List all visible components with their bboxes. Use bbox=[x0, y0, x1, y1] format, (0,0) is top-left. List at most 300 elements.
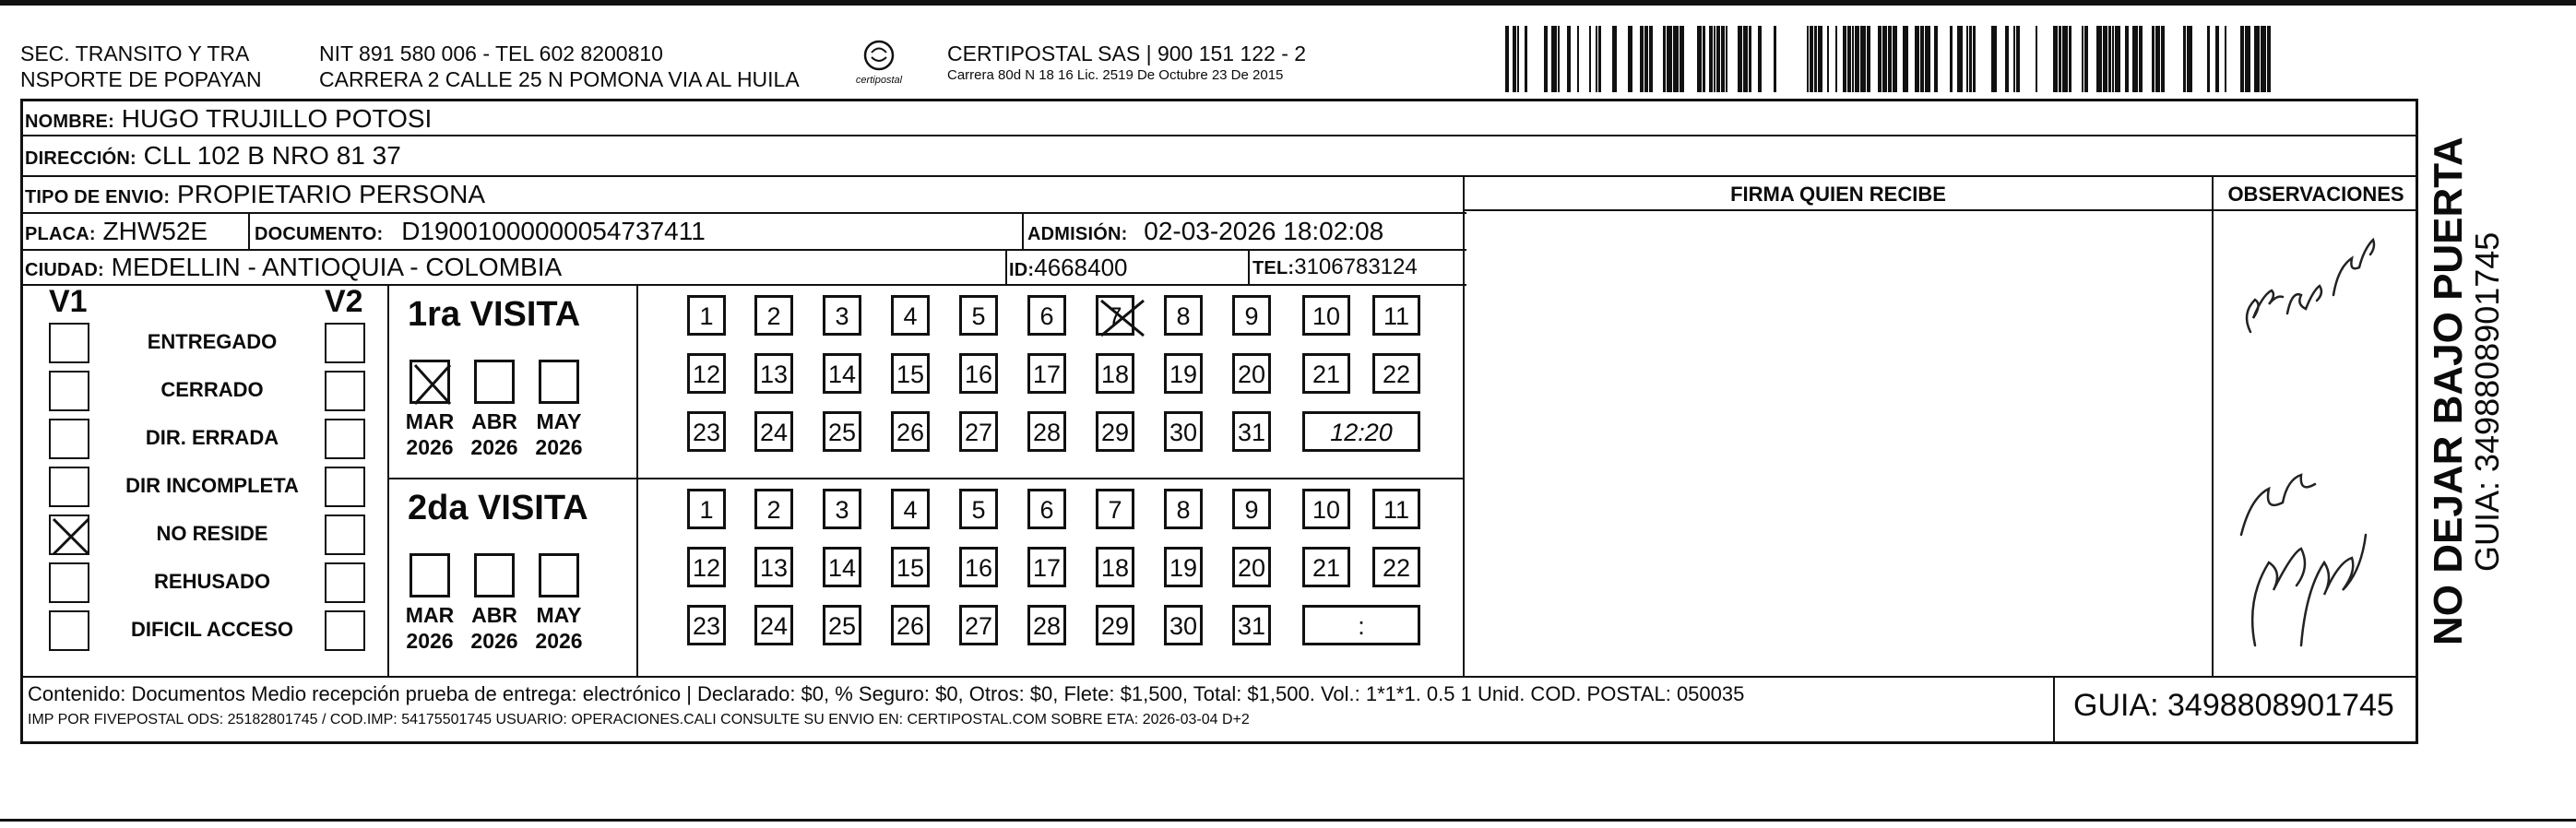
barcode-bar bbox=[2036, 26, 2037, 92]
barcode-bar bbox=[1855, 26, 1859, 92]
address-line: CARRERA 2 CALLE 25 N POMONA VIA AL HUILA bbox=[319, 67, 800, 91]
barcode-bar bbox=[2155, 26, 2160, 92]
logo-icon bbox=[862, 39, 896, 72]
month-label bbox=[531, 602, 587, 654]
x-mark-icon bbox=[412, 362, 453, 407]
day-box[interactable] bbox=[1232, 295, 1271, 336]
month-year: 2026 bbox=[535, 435, 583, 459]
month-name: MAY bbox=[536, 603, 582, 627]
day-box[interactable] bbox=[1164, 547, 1203, 587]
barcode-bar bbox=[2139, 26, 2143, 92]
barcode-bar bbox=[2215, 26, 2219, 92]
month-checkbox[interactable] bbox=[539, 553, 579, 597]
month-checkbox[interactable] bbox=[410, 553, 450, 597]
barcode-bar bbox=[1957, 26, 1963, 92]
day-number: 3 bbox=[835, 496, 849, 524]
barcode-bar bbox=[1738, 26, 1742, 92]
day-number: 9 bbox=[1244, 496, 1259, 524]
day-box[interactable] bbox=[1096, 411, 1134, 452]
barcode-bar bbox=[1544, 26, 1548, 92]
day-number: 25 bbox=[827, 612, 857, 640]
day-box[interactable] bbox=[1027, 353, 1066, 394]
v1-checkbox[interactable] bbox=[49, 610, 89, 651]
barcode-bar bbox=[2225, 26, 2226, 92]
rule-sections bbox=[1463, 209, 2418, 211]
month-year: 2026 bbox=[406, 629, 454, 653]
day-box[interactable] bbox=[823, 605, 861, 645]
day-box[interactable] bbox=[1302, 547, 1350, 587]
day-box[interactable] bbox=[1164, 353, 1203, 394]
nit-block bbox=[319, 41, 800, 92]
day-box[interactable] bbox=[1096, 295, 1134, 336]
barcode-bar bbox=[2059, 26, 2061, 92]
day-box[interactable] bbox=[1232, 547, 1271, 587]
barcode-bar bbox=[2005, 26, 2009, 92]
time-box[interactable]: : bbox=[1302, 605, 1420, 645]
placa-value: ZHW52E bbox=[102, 217, 208, 245]
day-box[interactable] bbox=[1232, 411, 1271, 452]
barcode-bar bbox=[2245, 26, 2250, 92]
barcode-bar bbox=[1749, 26, 1751, 92]
day-box[interactable] bbox=[959, 411, 998, 452]
day-box[interactable] bbox=[959, 489, 998, 529]
day-box[interactable] bbox=[891, 411, 930, 452]
barcode-bar bbox=[1716, 26, 1720, 92]
barcode-bar bbox=[2132, 26, 2138, 92]
time-box[interactable]: 12:20 bbox=[1302, 411, 1420, 452]
barcode-bar bbox=[1847, 26, 1851, 92]
day-box[interactable] bbox=[823, 353, 861, 394]
barcode-bar bbox=[1950, 26, 1953, 92]
day-box[interactable] bbox=[754, 489, 793, 529]
day-box[interactable] bbox=[891, 605, 930, 645]
barcode-bar bbox=[1558, 26, 1560, 92]
barcode-bar bbox=[2261, 26, 2266, 92]
day-number: 16 bbox=[964, 554, 993, 582]
id-label: ID: bbox=[1009, 260, 1035, 280]
barcode-bar bbox=[1774, 26, 1776, 92]
barcode-bar bbox=[2240, 26, 2244, 92]
day-number: 8 bbox=[1176, 302, 1191, 330]
footer-guia: GUIA: 3498808901745 bbox=[2073, 688, 2394, 723]
barcode-bar bbox=[1810, 26, 1813, 92]
barcode-bar bbox=[1551, 26, 1557, 92]
barcode-bar bbox=[1598, 26, 1601, 92]
month-checkbox[interactable] bbox=[539, 360, 579, 404]
day-box[interactable] bbox=[1164, 489, 1203, 529]
day-number: 29 bbox=[1100, 419, 1130, 446]
v1-checkbox[interactable] bbox=[49, 467, 89, 507]
month-year: 2026 bbox=[470, 629, 518, 653]
barcode-bar bbox=[1589, 26, 1591, 92]
day-number: 31 bbox=[1237, 419, 1266, 446]
barcode-bar bbox=[1903, 26, 1908, 92]
visit-title: 2da VISITA bbox=[408, 489, 588, 527]
status-option-label: DIR INCOMPLETA bbox=[125, 474, 299, 497]
barcode-bar bbox=[2053, 26, 2058, 92]
day-box[interactable] bbox=[687, 353, 726, 394]
bottom-border bbox=[0, 819, 2576, 822]
barcode-bar bbox=[1860, 26, 1866, 92]
barcode-bar bbox=[1567, 26, 1571, 92]
status-option-label: DIR. ERRADA bbox=[145, 426, 279, 449]
admision-row bbox=[1027, 214, 1383, 252]
tipo-row bbox=[25, 177, 485, 215]
divider-tel bbox=[1248, 249, 1250, 284]
day-number: 20 bbox=[1237, 361, 1266, 388]
barcode-bar bbox=[2112, 26, 2114, 92]
barcode-bar bbox=[2152, 26, 2155, 92]
day-number: 18 bbox=[1100, 361, 1130, 388]
day-box[interactable] bbox=[891, 295, 930, 336]
no-dejar-text: NO DEJAR BAJO PUERTA bbox=[2426, 136, 2471, 645]
day-number: 13 bbox=[759, 554, 789, 582]
direccion-row bbox=[25, 138, 401, 176]
barcode-bar bbox=[1758, 26, 1762, 92]
barcode-bar bbox=[1726, 26, 1727, 92]
direccion-label: DIRECCIÓN: bbox=[25, 148, 137, 169]
barcode-bar bbox=[1628, 26, 1632, 92]
day-box[interactable] bbox=[1027, 489, 1066, 529]
day-number: 17 bbox=[1032, 554, 1062, 582]
day-number: 30 bbox=[1169, 419, 1198, 446]
barcode-bar bbox=[1697, 26, 1702, 92]
rule-footer bbox=[20, 676, 2418, 678]
month-year: 2026 bbox=[406, 435, 454, 459]
nit-line: NIT 891 580 006 - TEL 602 8200810 bbox=[319, 41, 663, 65]
day-box[interactable] bbox=[754, 411, 793, 452]
top-border bbox=[0, 0, 2576, 6]
day-number: 30 bbox=[1169, 612, 1198, 640]
barcode-bar bbox=[1973, 26, 1976, 92]
tel-label: TEL: bbox=[1252, 258, 1295, 278]
v1-checkbox[interactable] bbox=[49, 419, 89, 459]
id-value: 4668400 bbox=[1034, 254, 1128, 281]
observaciones-title: OBSERVACIONES bbox=[2227, 183, 2404, 206]
barcode-bar bbox=[1827, 26, 1829, 92]
day-number: 27 bbox=[964, 612, 993, 640]
barcode-bar bbox=[1505, 26, 1509, 92]
barcode-bar bbox=[2207, 26, 2210, 92]
month-name: ABR bbox=[471, 409, 517, 433]
day-box[interactable] bbox=[1302, 353, 1350, 394]
v1-checkbox[interactable] bbox=[49, 323, 89, 363]
month-name: MAR bbox=[405, 603, 455, 627]
barcode-bar bbox=[2096, 26, 2102, 92]
day-number: 17 bbox=[1032, 361, 1062, 388]
barcode-bar bbox=[2115, 26, 2120, 92]
day-number: 22 bbox=[1382, 361, 1411, 388]
month-name: MAY bbox=[536, 409, 582, 433]
barcode-bar bbox=[2084, 26, 2088, 92]
courier-line-2: Carrera 80d N 18 16 Lic. 2519 De Octubre 23 De 2015 bbox=[947, 67, 1284, 83]
issuer-line-1: SEC. TRANSITO Y TRA bbox=[20, 41, 250, 65]
barcode-bar bbox=[1649, 26, 1653, 92]
documento-value: D19001000000054737411 bbox=[401, 217, 706, 245]
placa-row bbox=[25, 214, 208, 252]
barcode-bar bbox=[1743, 26, 1748, 92]
v1-checkbox[interactable] bbox=[49, 562, 89, 603]
documento-row bbox=[255, 214, 706, 252]
courier-block bbox=[947, 41, 1306, 85]
day-box[interactable] bbox=[891, 353, 930, 394]
divider-guia bbox=[2053, 676, 2055, 744]
contenido-line: Contenido: Documentos Medio recepción prueba de entrega: electrónico | Declarado: $0, % Seguro: $0, Otros: $0, Flete: $1,500, Total: $1,500. Vol.: 1*1*1. 0.5 1 Unid. COD. POSTAL: 050035 bbox=[28, 682, 1745, 705]
barcode-bar bbox=[1920, 26, 1924, 92]
barcode bbox=[1505, 26, 2285, 92]
status-option-label: CERRADO bbox=[160, 378, 264, 401]
month-checkbox[interactable] bbox=[410, 360, 450, 404]
day-number: 10 bbox=[1312, 302, 1341, 330]
day-box[interactable] bbox=[1027, 295, 1066, 336]
day-number: 19 bbox=[1169, 554, 1198, 582]
day-box[interactable] bbox=[959, 295, 998, 336]
admision-label: ADMISIÓN: bbox=[1027, 224, 1128, 244]
barcode-bar bbox=[1878, 26, 1882, 92]
barcode-bar bbox=[1835, 26, 1837, 92]
day-box[interactable] bbox=[1372, 489, 1420, 529]
month-label bbox=[402, 408, 457, 460]
day-number: 12 bbox=[692, 554, 721, 582]
barcode-bar bbox=[2062, 26, 2068, 92]
id-row bbox=[1009, 250, 1128, 288]
day-box[interactable] bbox=[1372, 353, 1420, 394]
barcode-bar bbox=[2254, 26, 2260, 92]
day-number: 7 bbox=[1108, 496, 1122, 524]
day-number: 1 bbox=[699, 302, 714, 330]
day-box[interactable] bbox=[823, 489, 861, 529]
barcode-bar bbox=[1714, 26, 1715, 92]
month-year: 2026 bbox=[470, 435, 518, 459]
day-box[interactable] bbox=[687, 295, 726, 336]
day-number: 6 bbox=[1039, 496, 1054, 524]
imp-line: IMP POR FIVEPOSTAL ODS: 25182801745 / COD.IMP: 54175501745 USUARIO: OPERACIONES.CALI CONSULTE SU ENVIO EN: CERTIPOSTAL.COM SOBRE ETA: 2026-03-04 D+2 bbox=[28, 712, 1250, 727]
month-checkbox[interactable] bbox=[474, 553, 515, 597]
nombre-label: NOMBRE: bbox=[25, 112, 114, 132]
day-number: 23 bbox=[692, 612, 721, 640]
day-box[interactable] bbox=[1027, 547, 1066, 587]
status-option-label: NO RESIDE bbox=[156, 522, 268, 545]
day-number: 26 bbox=[896, 419, 925, 446]
barcode-bar bbox=[2187, 26, 2192, 92]
day-number: 18 bbox=[1100, 554, 1130, 582]
barcode-bar bbox=[1925, 26, 1930, 92]
day-number: 2 bbox=[766, 496, 781, 524]
day-number: 1 bbox=[699, 496, 714, 524]
day-number: 9 bbox=[1244, 302, 1259, 330]
logo-text: certipostal bbox=[855, 75, 903, 86]
tipo-label: TIPO DE ENVIO: bbox=[25, 187, 171, 207]
barcode-bar bbox=[2267, 26, 2271, 92]
day-box[interactable] bbox=[959, 605, 998, 645]
day-box[interactable] bbox=[1372, 295, 1420, 336]
month-name: ABR bbox=[471, 603, 517, 627]
day-box[interactable] bbox=[687, 605, 726, 645]
barcode-bar bbox=[2069, 26, 2071, 92]
day-box[interactable] bbox=[1096, 489, 1134, 529]
day-box[interactable] bbox=[754, 295, 793, 336]
barcode-bar bbox=[2183, 26, 2186, 92]
day-box[interactable] bbox=[1302, 489, 1350, 529]
barcode-bar bbox=[1644, 26, 1648, 92]
v1-checkbox[interactable] bbox=[49, 515, 89, 555]
barcode-bar bbox=[1915, 26, 1919, 92]
day-box[interactable] bbox=[959, 547, 998, 587]
day-box[interactable] bbox=[687, 411, 726, 452]
divider-admision bbox=[1022, 212, 1024, 249]
x-mark-icon bbox=[1098, 298, 1146, 338]
divider-visits-h bbox=[387, 478, 1463, 479]
day-box[interactable] bbox=[754, 353, 793, 394]
day-number: 8 bbox=[1176, 496, 1191, 524]
barcode-bar bbox=[1525, 26, 1527, 92]
barcode-bar bbox=[1969, 26, 1972, 92]
barcode-bar bbox=[2016, 26, 2020, 92]
day-number: 12 bbox=[692, 361, 721, 388]
day-box[interactable] bbox=[891, 547, 930, 587]
tipo-value: PROPIETARIO PERSONA bbox=[177, 180, 486, 208]
barcode-bar bbox=[2125, 26, 2129, 92]
day-number: 22 bbox=[1382, 554, 1411, 582]
day-number: 3 bbox=[835, 302, 849, 330]
day-box[interactable] bbox=[1164, 411, 1203, 452]
day-number: 4 bbox=[903, 302, 918, 330]
barcode-bar bbox=[1596, 26, 1597, 92]
barcode-bar bbox=[1888, 26, 1892, 92]
day-number: 20 bbox=[1237, 554, 1266, 582]
day-box[interactable] bbox=[1372, 547, 1420, 587]
day-number: 15 bbox=[896, 554, 925, 582]
day-number: 13 bbox=[759, 361, 789, 388]
v2-header: V2 bbox=[325, 284, 363, 319]
nombre-value: HUGO TRUJILLO POTOSI bbox=[121, 104, 433, 133]
day-number: 24 bbox=[759, 419, 789, 446]
barcode-bar bbox=[1882, 26, 1887, 92]
barcode-bar bbox=[2082, 26, 2083, 92]
barcode-bar bbox=[1893, 26, 1897, 92]
month-checkbox[interactable] bbox=[474, 360, 515, 404]
barcode-bar bbox=[1934, 26, 1938, 92]
day-box[interactable] bbox=[1232, 605, 1271, 645]
day-box[interactable] bbox=[1164, 295, 1203, 336]
handwritten-observations bbox=[2214, 212, 2418, 673]
day-box[interactable] bbox=[823, 547, 861, 587]
barcode-bar bbox=[1852, 26, 1854, 92]
barcode-bar bbox=[1966, 26, 1968, 92]
issuer-line-2: NSPORTE DE POPAYAN bbox=[20, 67, 262, 91]
barcode-bar bbox=[1517, 26, 1519, 92]
direccion-value: CLL 102 B NRO 81 37 bbox=[143, 141, 401, 170]
day-box[interactable] bbox=[1096, 353, 1134, 394]
day-box[interactable] bbox=[1027, 605, 1066, 645]
day-box[interactable] bbox=[1096, 605, 1134, 645]
day-number: 28 bbox=[1032, 419, 1062, 446]
placa-label: PLACA: bbox=[25, 224, 96, 244]
day-number: 6 bbox=[1039, 302, 1054, 330]
month-label bbox=[467, 408, 522, 460]
barcode-bar bbox=[2108, 26, 2111, 92]
certipostal-logo bbox=[847, 39, 911, 86]
barcode-bar bbox=[1663, 26, 1666, 92]
month-label bbox=[467, 602, 522, 654]
x-mark-icon bbox=[51, 516, 91, 557]
status-option-label: REHUSADO bbox=[154, 570, 270, 593]
day-box[interactable] bbox=[687, 489, 726, 529]
day-box[interactable] bbox=[1232, 353, 1271, 394]
day-box[interactable] bbox=[754, 605, 793, 645]
day-number: 19 bbox=[1169, 361, 1198, 388]
divider-placa bbox=[248, 212, 250, 249]
day-number: 28 bbox=[1032, 612, 1062, 640]
month-label bbox=[402, 602, 457, 654]
month-label bbox=[531, 408, 587, 460]
day-number: 16 bbox=[964, 361, 993, 388]
day-box[interactable] bbox=[1027, 411, 1066, 452]
day-number: 25 bbox=[827, 419, 857, 446]
divider-firma bbox=[1463, 175, 1465, 678]
day-box[interactable] bbox=[1232, 489, 1271, 529]
barcode-bar bbox=[1640, 26, 1644, 92]
day-number: 14 bbox=[827, 554, 857, 582]
barcode-bar bbox=[1867, 26, 1870, 92]
side-guia-text: GUIA: 3498808901745 bbox=[2468, 231, 2506, 572]
ciudad-row bbox=[25, 250, 562, 288]
barcode-bar bbox=[2013, 26, 2015, 92]
v1-checkbox[interactable] bbox=[49, 371, 89, 411]
barcode-bar bbox=[1709, 26, 1713, 92]
day-number: 24 bbox=[759, 612, 789, 640]
day-number: 21 bbox=[1312, 361, 1341, 388]
ciudad-label: CIUDAD: bbox=[25, 260, 104, 280]
day-number: 11 bbox=[1383, 302, 1410, 330]
day-number: 27 bbox=[964, 419, 993, 446]
visit-title: 1ra VISITA bbox=[408, 295, 581, 334]
day-number: 5 bbox=[971, 496, 986, 524]
barcode-bar bbox=[1721, 26, 1725, 92]
barcode-bar bbox=[1703, 26, 1705, 92]
day-box[interactable] bbox=[823, 295, 861, 336]
courier-line-1: CERTIPOSTAL SAS | 900 151 122 - 2 bbox=[947, 41, 1307, 65]
month-year: 2026 bbox=[535, 629, 583, 653]
divider-visits-mid bbox=[636, 284, 638, 676]
day-box[interactable] bbox=[687, 547, 726, 587]
barcode-bar bbox=[1513, 26, 1516, 92]
day-box[interactable] bbox=[891, 489, 930, 529]
day-box[interactable] bbox=[1302, 295, 1350, 336]
ciudad-value: MEDELLIN - ANTIOQUIA - COLOMBIA bbox=[111, 253, 563, 281]
divider-visits-left bbox=[387, 284, 389, 676]
barcode-bar bbox=[1673, 26, 1679, 92]
barcode-bar bbox=[1807, 26, 1809, 92]
day-box[interactable] bbox=[1096, 547, 1134, 587]
admision-value: 02-03-2026 18:02:08 bbox=[1144, 217, 1384, 245]
day-box[interactable] bbox=[959, 353, 998, 394]
barcode-bar bbox=[2103, 26, 2107, 92]
day-number: 29 bbox=[1100, 612, 1130, 640]
v1-header: V1 bbox=[49, 284, 88, 319]
day-box[interactable] bbox=[754, 547, 793, 587]
day-number: 7 bbox=[1108, 302, 1122, 330]
barcode-bar bbox=[2161, 26, 2165, 92]
day-number: 4 bbox=[903, 496, 918, 524]
tel-value: 3106783124 bbox=[1294, 254, 1418, 279]
day-box[interactable] bbox=[823, 411, 861, 452]
day-number: 14 bbox=[827, 361, 857, 388]
barcode-bar bbox=[1991, 26, 1997, 92]
firma-title: FIRMA QUIEN RECIBE bbox=[1730, 183, 1946, 206]
day-box[interactable] bbox=[1164, 605, 1203, 645]
day-number: 23 bbox=[692, 419, 721, 446]
